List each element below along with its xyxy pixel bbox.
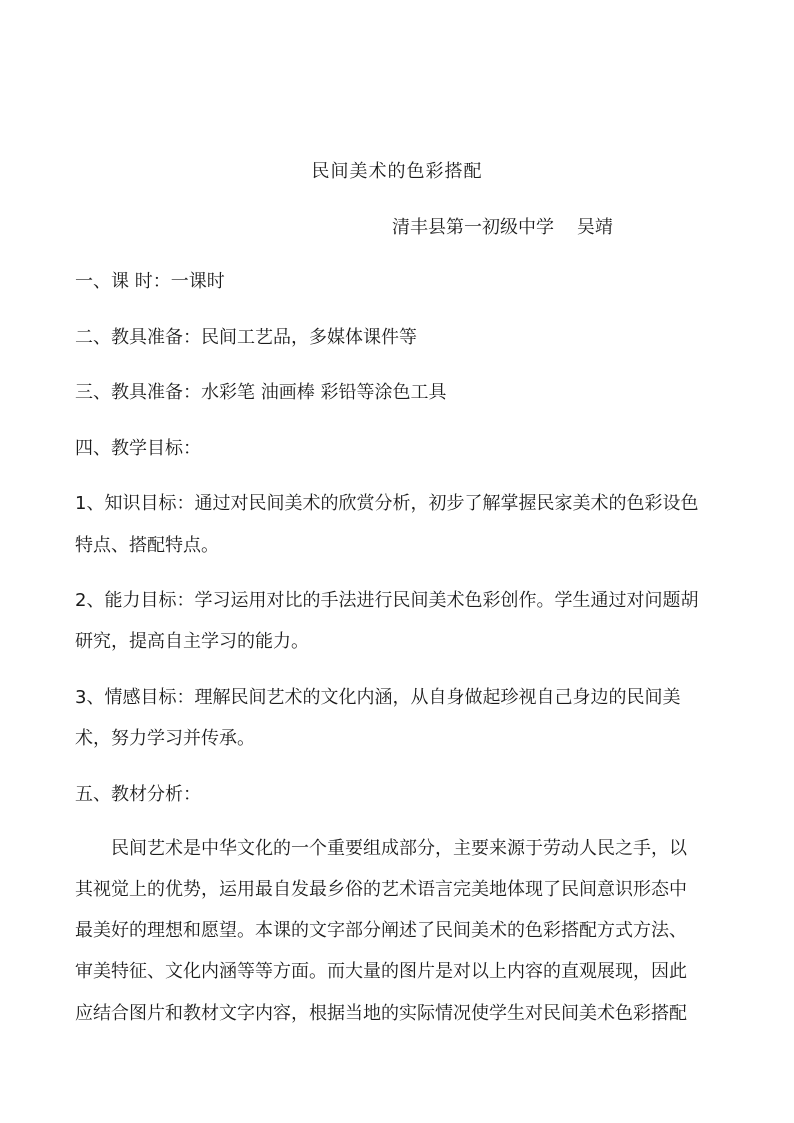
paragraph-line-5: 应结合图片和教材文字内容，根据当地的实际情况使学生对民间美术色彩搭配: [75, 1003, 687, 1024]
knowledge-objective-line-2: 特点、搭配特点。: [75, 535, 219, 556]
emotion-objective-line-1: 3、情感目标：理解民间艺术的文化内涵，从自身做起珍视自己身边的民间美: [75, 687, 681, 708]
paragraph-line-1: 民间艺术是中华文化的一个重要组成部分，主要来源于劳动人民之手，以: [111, 838, 687, 859]
author-line: 清丰县第一初级中学 吴靖: [392, 217, 613, 238]
paragraph-line-4: 审美特征、文化内涵等等方面。而大量的图片是对以上内容的直观展现，因此: [75, 961, 687, 982]
ability-objective-line-1: 2、能力目标：学习运用对比的手法进行民间美术色彩创作。学生通过对问题胡: [75, 590, 699, 611]
learning-tools-line: 三、教具准备：水彩笔 油画棒 彩铅等涂色工具: [75, 382, 447, 403]
class-hours-line: 一、课 时：一课时: [75, 271, 225, 292]
teaching-aids-line: 二、教具准备：民间工艺品，多媒体课件等: [75, 327, 417, 348]
paragraph-line-2: 其视觉上的优势，运用最自发最乡俗的艺术语言完美地体现了民间意识形态中: [75, 879, 687, 900]
paragraph-line-3: 最美好的理想和愿望。本课的文字部分阐述了民间美术的色彩搭配方式方法、: [75, 920, 687, 941]
material-analysis-heading: 五、教材分析：: [75, 784, 201, 805]
emotion-objective-line-2: 术，努力学习并传承。: [75, 728, 255, 749]
objectives-heading: 四、教学目标：: [75, 438, 201, 459]
document-title: 民间美术的色彩搭配: [311, 161, 483, 182]
ability-objective-line-2: 研究，提高自主学习的能力。: [75, 631, 309, 652]
knowledge-objective-line-1: 1、知识目标：通过对民间美术的欣赏分析，初步了解掌握民家美术的色彩设色: [75, 493, 699, 514]
